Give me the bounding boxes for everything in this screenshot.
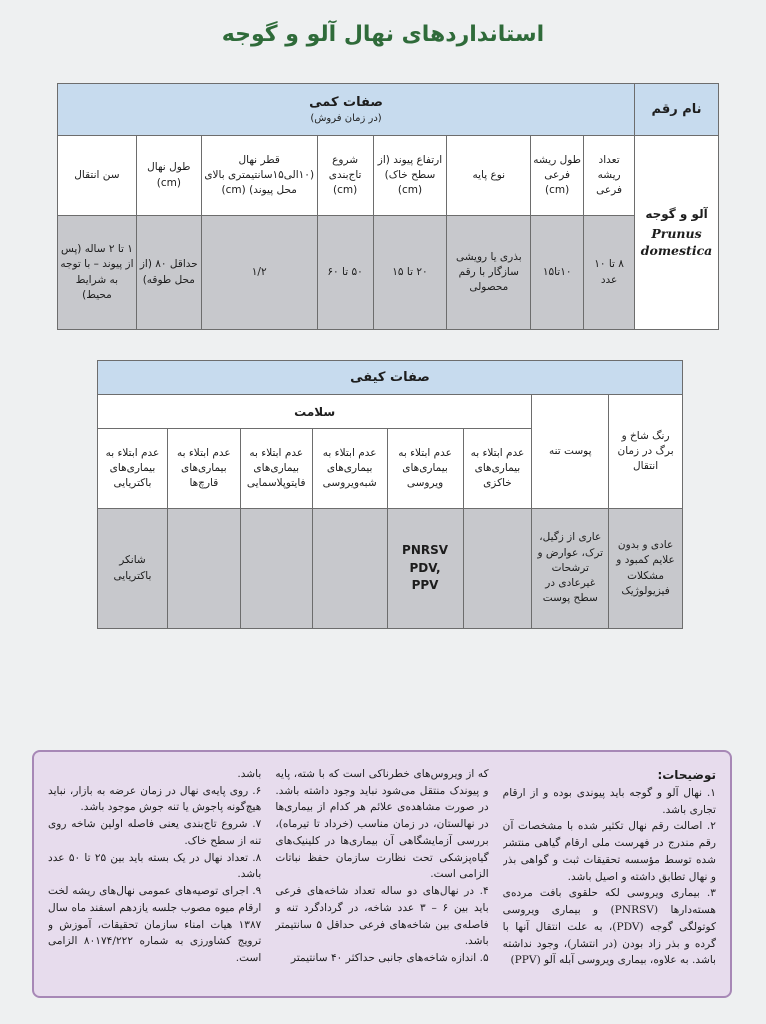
value-cell: ۱/۲ [201, 216, 317, 330]
health-header: سلامت [98, 395, 532, 429]
health-column-header: عدم ابتلاء به بیماری‌های شبه‌ویروسی [312, 429, 387, 509]
column-header: قطر نهال (۱۰الی۱۵سانتیمتری بالای محل پیوند) (cm) [201, 136, 317, 216]
variety-name-header: نام رقم [635, 84, 719, 136]
note-item: که از ویروس‌های خطرناکی است که با شته، پایه و پیوندک منتقل می‌شود نباید وجود داشته باشد. در صورت مشاهده‌ی علائم هر کدام از بیماری‌ها در نهالستان، در زمان مناسب (خرداد تا تیرماه)، بررسی آزمایشگاهی آن بیماری‌ها در کلینیک‌های گیاه‌پزشکی تحت نظارت سازمان حفظ نباتات الزامی است. [275, 768, 489, 881]
bark-header: پوست تنه [532, 395, 609, 509]
note-item: ۹. اجرای توصیه‌های عمومی نهال‌های ریشه لخت ارقام میوه مصوب جلسه یازدهم اسفند ماه سال ۱۳۸۷ هیات امناء سازمان تحقیقات، آموزش و ترویج کشاورزی به شماره ۸۰۱۷۴/۲۲۲ الزامی است. [48, 885, 262, 965]
health-value: شانکر باکتریایی [98, 509, 168, 629]
column-header: تعداد ریشه فرعی [584, 136, 635, 216]
health-value [312, 509, 387, 629]
column-header: طول نهال (cm) [136, 136, 201, 216]
health-value [167, 509, 240, 629]
column-header: نوع پایه [447, 136, 531, 216]
variety-name-latin: Prunus domestica [640, 225, 713, 259]
quantitative-group-header [58, 84, 635, 136]
note-item: باشد. [237, 768, 262, 780]
notes-column-2 [275, 766, 488, 988]
quantitative-traits-table [57, 83, 719, 330]
quantitative-title: صفات کمی [309, 94, 383, 110]
value-cell: حداقل ۸۰ (از محل طوقه) [136, 216, 201, 330]
qualitative-traits-table [97, 360, 683, 629]
value-cell: بذری یا رویشی سازگار با رقم محصولی [447, 216, 531, 330]
page-title: استانداردهای نهال آلو و گوجه [221, 22, 545, 47]
health-value: PNRSV PDV, PPV [387, 509, 463, 629]
health-value [463, 509, 532, 629]
health-column-header: عدم ابتلاء به بیماری‌های ویروسی [387, 429, 463, 509]
color-value: عادی و بدون علایم کمبود و مشکلات فیزیولوژیک [609, 509, 683, 629]
health-column-header: عدم ابتلاء به بیماری‌های قارچ‌ها [167, 429, 240, 509]
note-item: ۳. بیماری ویروسی لکه حلقوی بافت مرده‌ی هسته‌دارها (PNRSV) و بیماری ویروسی کوتولگی گوجه (PDV)، به علت انتقال آنها با گرده و بذر زاد بودن (در انتشار)، وجود نداشته باشد. به علاوه، بیماری ویروسی آبله آلو (PPV) [502, 887, 716, 967]
value-cell: ۵۰ تا ۶۰ [317, 216, 373, 330]
quantitative-note: (در زمان فروش) [310, 112, 382, 124]
column-header: شروع تاج‌بندی (cm) [317, 136, 373, 216]
note-item: ۴. در نهال‌های دو ساله تعداد شاخه‌های فرعی باید بین ۶ – ۳ عدد شاخه، در گردادگرد تنه و فاصله‌ی بین شاخه‌های فرعی حداقل ۵ سانتیمتر باشد. [275, 885, 489, 948]
color-header: رنگ شاخ و برگ در زمان انتقال [609, 395, 683, 509]
note-item: ۷. شروع تاج‌بندی یعنی فاصله اولین شاخه روی تنه از سطح خاک. [48, 818, 262, 847]
health-column-header: عدم ابتلاء به بیماری‌های خاکزی [463, 429, 532, 509]
value-cell: ۱ تا ۲ ساله (پس از پیوند – با توجه به شرایط محیط) [58, 216, 137, 330]
value-cell: ۱۰تا۱۵ [531, 216, 584, 330]
health-column-header: عدم ابتلاء به بیماری‌های فایتوپلاسمایی [240, 429, 312, 509]
value-cell: ۸ تا ۱۰ عدد [584, 216, 635, 330]
notes-column-3 [48, 766, 261, 988]
value-cell: ۲۰ تا ۱۵ [373, 216, 447, 330]
note-item: ۲. اصالت رقم نهال تکثیر شده با مشخصات آن رقم مندرج در فهرست ملی ارقام گیاهی منتشر شده توسط مؤسسه تحقیقات ثبت و گواهی بذر و نهال تطابق داشته و اصیل باشد. [502, 820, 716, 883]
health-value [240, 509, 312, 629]
note-item: ۵. اندازه شاخه‌های جانبی حداکثر ۴۰ سانتیمتر [290, 952, 489, 965]
column-header: سن انتقال [58, 136, 137, 216]
variety-name-cell [635, 136, 719, 330]
column-header: طول ریشه فرعی (cm) [531, 136, 584, 216]
column-header: ارتفاع پیوند (از سطح خاک) (cm) [373, 136, 447, 216]
notes-box [32, 750, 732, 998]
notes-column-1 [503, 766, 716, 988]
health-column-header: عدم ابتلاء به بیماری‌های باکتریایی [98, 429, 168, 509]
bark-value: عاری از زگیل، ترک، عوارض و ترشحات غیرعادی در سطح پوست [532, 509, 609, 629]
variety-name-fa: آلو و گوجه [645, 207, 708, 222]
note-item: ۸. تعداد نهال در یک بسته باید بین ۲۵ تا ۵۰ عدد باشد. [48, 851, 262, 881]
note-item: ۶. روی پایه‌ی نهال در زمان عرضه به بازار، نباید هیچ‌گونه پاجوش یا تنه جوش موجود باشد. [48, 784, 262, 814]
qualitative-group-header: صفات کیفی [98, 361, 683, 395]
notes-heading: توضیحات: [657, 768, 716, 782]
note-item: ۱. نهال آلو و گوجه باید پیوندی بوده و از ارقام تجاری باشد. [502, 786, 716, 816]
